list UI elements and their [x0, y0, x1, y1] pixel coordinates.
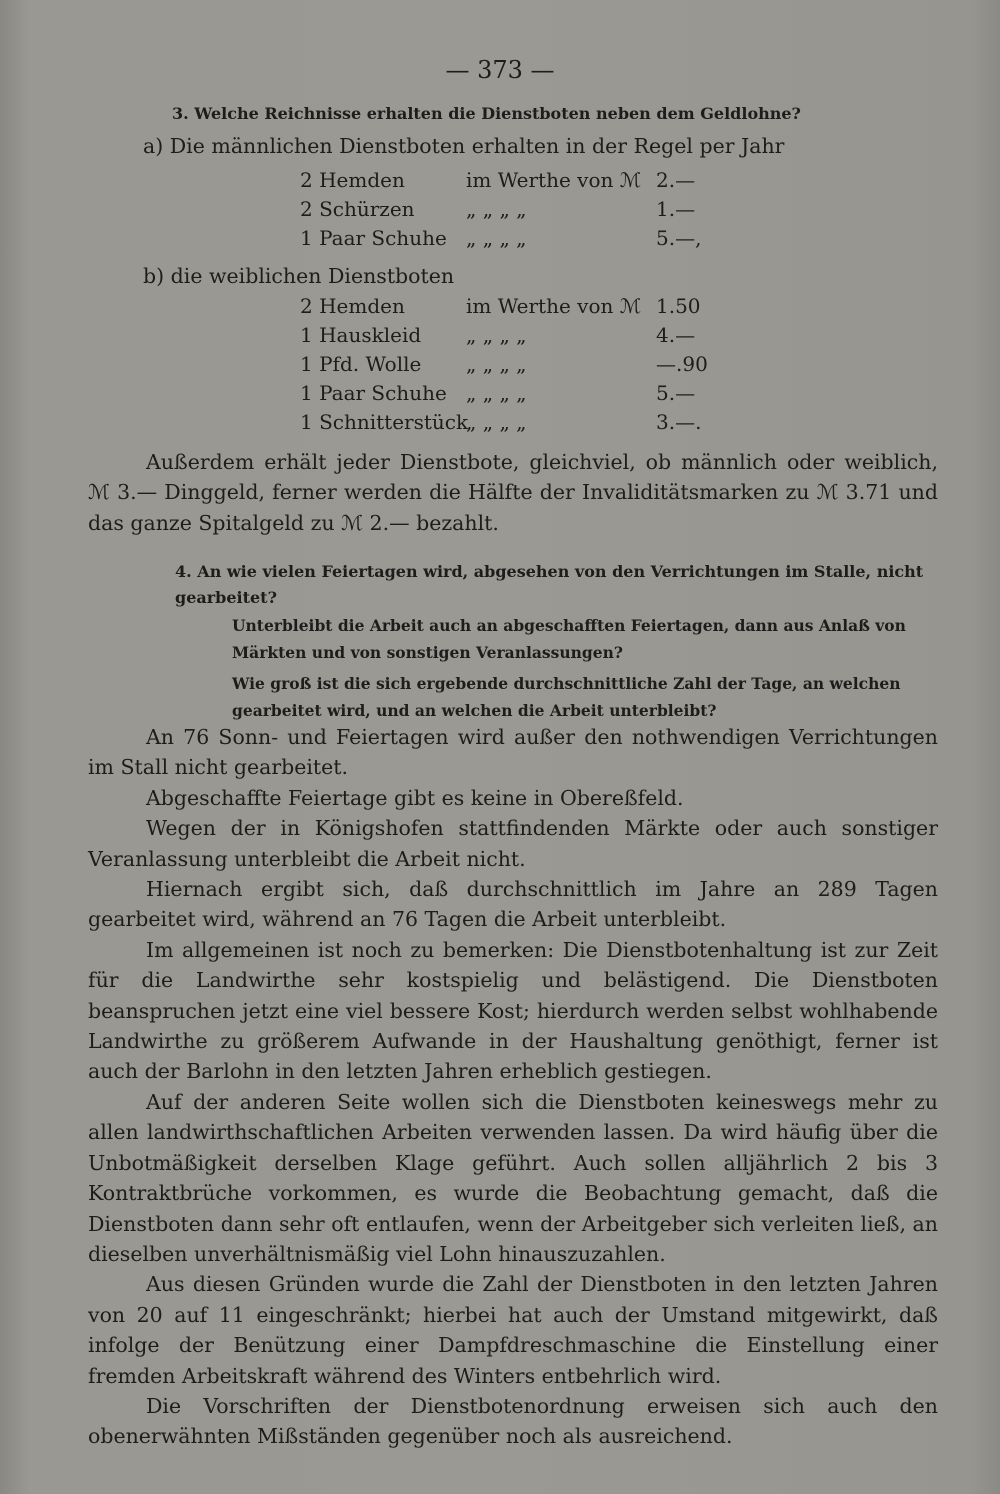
- item-name: 2 Hemden: [300, 294, 405, 318]
- item-desc: „ „ „ „: [466, 410, 527, 434]
- answer-paragraph: Auf der anderen Seite wollen sich die Dienstboten keineswegs mehr zu allen landwirthschaftlichen Arbeiten verwenden lassen. Da wird häufig über die Unbotmäßigkeit derselben Klage geführt. Auch sollen alljährlich 2 bis 3 Kontraktbrüche vorkommen, es wurde die Beobachtung gemacht, daß die Dienstboten dann sehr oft entlaufen, wenn der Arbeitgeber sich verleiten ließ, an dieselben unverhältnismäßig viel Lohn hinauszuzahlen.: [88, 1089, 938, 1266]
- item-desc: „ „ „ „: [466, 197, 527, 221]
- answer-paragraph: Hiernach ergibt sich, daß durchschnittlich im Jahre an 289 Tagen gearbeitet wird, während an 76 Tagen die Arbeit unterbleibt.: [88, 877, 938, 932]
- list-item: [0, 379, 1000, 408]
- answer-paragraph: Die Vorschriften der Dienstbotenordnung erweisen sich auch den obenerwähnten Mißständen gegenüber noch als ausreichend.: [88, 1393, 938, 1449]
- item-desc: „ „ „ „: [466, 226, 527, 250]
- item-desc: „ „ „ „: [466, 381, 527, 405]
- item-value: 5.—,: [656, 226, 702, 250]
- question-4-sub-2: Wie groß ist die sich ergebende durchschnittliche Zahl der Tage, an welchen gearbeitet wird, und an welchen die Arbeit unterbleibt?: [232, 674, 901, 720]
- answer-paragraph: Im allgemeinen ist noch zu bemerken: Die Dienstbotenhaltung ist zur Zeit für die Landwirthe sehr kostspielig und belästigend. Die Dienstboten beanspruchen jetzt eine viel bessere Kost; hierdurch werden selbst wohlhabende Landwirthe zu größerem Aufwande in der Haushaltung genöthigt, ferner ist auch der Barlohn in den letzten Jahren erheblich gestiegen.: [88, 937, 938, 1084]
- answer-paragraph: Aus diesen Gründen wurde die Zahl der Dienstboten in den letzten Jahren von 20 auf 11 eingeschränkt; hierbei hat auch der Umstand mitgewirkt, daß infolge der Benützung einer Dampfdreschmaschine die Einstellung einer fremden Arbeitskraft während des Winters entbehrlich wird.: [88, 1272, 938, 1388]
- question-3-answer-block: [88, 447, 938, 538]
- item-value: 2.—: [656, 168, 696, 192]
- answer-paragraph: Abgeschaffte Feiertage gibt es keine in Obereßfeld.: [146, 785, 684, 810]
- item-name: 1 Pfd. Wolle: [300, 352, 422, 376]
- item-value: 4.—: [656, 323, 696, 347]
- item-desc: „ „ „ „: [466, 323, 527, 347]
- answer-paragraph: An 76 Sonn- und Feiertagen wird außer den nothwendigen Verrichtungen im Stall nicht gearbeitet.: [88, 725, 938, 780]
- list-a-label: a) Die männlichen Dienstboten erhalten in der Regel per Jahr: [143, 134, 785, 158]
- list-item: [0, 166, 1000, 195]
- list-item: [0, 408, 1000, 437]
- answer-paragraph: Außerdem erhält jeder Dienstbote, gleichviel, ob männlich oder weiblich, ℳ 3.— Dinggeld, ferner werden die Hälfte der Invaliditätsmarken zu ℳ 3.71 und das ganze Spitalgeld zu ℳ 2.— bezahlt.: [88, 450, 938, 535]
- item-value: 5.—: [656, 381, 696, 405]
- question-4-heading: 4. An wie vielen Feiertagen wird, abgesehen von den Verrichtungen im Stalle, nicht gearbeitet?: [175, 562, 924, 607]
- item-value: 1.—: [656, 197, 696, 221]
- list-item: [0, 350, 1000, 379]
- question-3-heading: 3. Welche Reichnisse erhalten die Dienstboten neben dem Geldlohne?: [172, 104, 801, 123]
- list-item: [0, 195, 1000, 224]
- list-item: [0, 224, 1000, 253]
- item-name: 2 Schürzen: [300, 197, 415, 221]
- item-name: 2 Hemden: [300, 168, 405, 192]
- question-4-sub-1: Unterbleibt die Arbeit auch an abgeschafften Feiertagen, dann aus Anlaß von Märkten und von sonstigen Veranlassungen?: [232, 616, 906, 662]
- item-value: 3.—.: [656, 410, 702, 434]
- list-item: [0, 292, 1000, 321]
- item-name: 1 Paar Schuhe: [300, 381, 447, 405]
- list-b-label: b) die weiblichen Dienstboten: [143, 264, 455, 288]
- page-number: — 373 —: [445, 56, 555, 84]
- item-name: 1 Paar Schuhe: [300, 226, 447, 250]
- item-desc: im Werthe von ℳ: [466, 168, 642, 192]
- item-name: 1 Hauskleid: [300, 323, 422, 347]
- item-desc: im Werthe von ℳ: [466, 294, 642, 318]
- item-value: —.90: [656, 352, 708, 376]
- question-4-answer-block: [88, 722, 938, 1452]
- item-value: 1.50: [656, 294, 701, 318]
- item-desc: „ „ „ „: [466, 352, 527, 376]
- answer-paragraph: Wegen der in Königshofen stattfindenden Märkte oder auch sonstiger Veranlassung unterbleibt die Arbeit nicht.: [88, 816, 938, 871]
- item-name: 1 Schnitterstück: [300, 410, 469, 434]
- list-item: [0, 321, 1000, 350]
